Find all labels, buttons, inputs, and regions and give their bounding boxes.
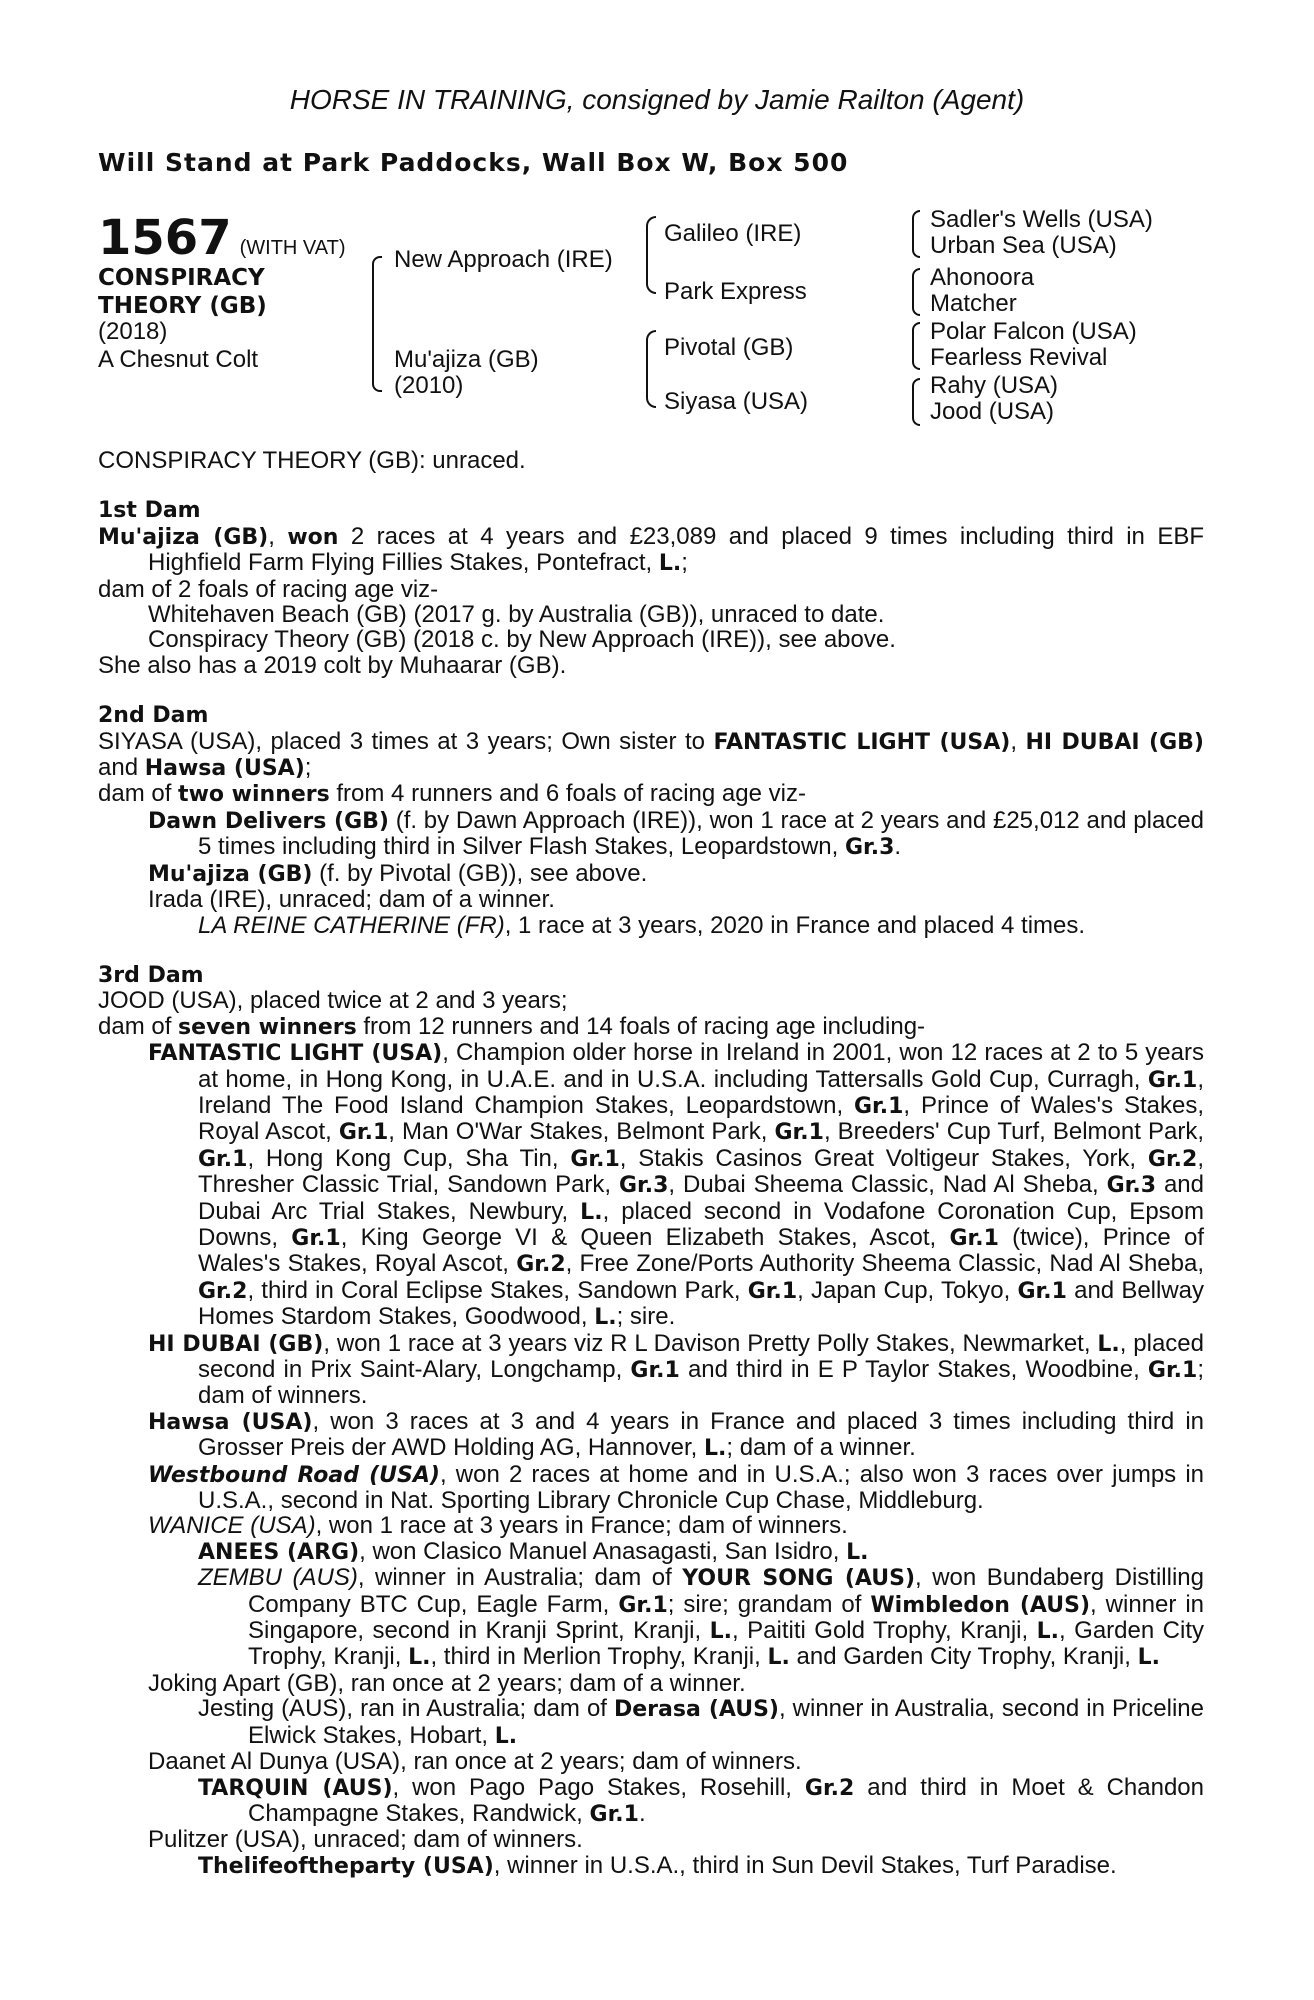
horse-name-bold: TARQUIN (AUS)	[198, 1775, 393, 1801]
text: , winner in Australia; dam of	[357, 1564, 683, 1592]
grade-label: Gr.2	[516, 1252, 566, 1278]
text: dam of	[98, 780, 179, 808]
winners-count: two winners	[178, 782, 330, 808]
punct: .	[638, 1799, 646, 1827]
text: , Man O'War Stakes, Belmont Park,	[388, 1118, 775, 1146]
text: Jesting (AUS), ran in Australia; dam of	[198, 1695, 614, 1723]
progeny-entry	[98, 1853, 1204, 1879]
text: , third in Coral Eclipse Stakes, Sandown Park,	[247, 1276, 748, 1304]
foal-entry: Conspiracy Theory (GB) (2018 c. by New Approach (IRE)), see above.	[148, 626, 896, 654]
progeny-entry	[98, 861, 1204, 887]
progeny-entry	[98, 808, 1204, 861]
pedigree-dam-sire: Pivotal (GB)	[664, 334, 794, 361]
listed-label: L.	[1137, 1645, 1160, 1671]
horse-name-bold: ANEES (ARG)	[198, 1539, 360, 1565]
pedigree-brace	[912, 378, 920, 426]
text: (f. by Dawn Approach (IRE)), won 1 race at 2 years and £25,012 and placed 5 times including third in Silver Flash Stakes, Leopardstown,	[198, 806, 1204, 861]
text: , Champion older horse in Ireland in 2001, won 12 races at 2 to 5 years at home, in Hong Kong, in U.A.E. and in U.S.A. including Tattersalls Gold Cup, Curragh,	[198, 1039, 1204, 1093]
section-first-dam: 1st Dam	[98, 498, 201, 524]
text: and	[98, 754, 145, 782]
text: ; sire; grandam of	[667, 1590, 871, 1618]
text: , Paititi Gold Trophy, Kranji,	[732, 1617, 1037, 1645]
text: , won Clasico Manuel Anasagasti, San Isidro,	[359, 1537, 847, 1565]
horse-name-bold: FANTASTIC LIGHT (USA)	[148, 1041, 443, 1067]
pedigree-ss-sire: Sadler's Wells (USA)	[930, 206, 1153, 233]
text: and third in E P Taylor Stakes, Woodbine,	[679, 1356, 1148, 1383]
pedigree-dam: Mu'ajiza (GB)	[394, 346, 539, 373]
horse-name-bold: HI DUBAI (GB)	[148, 1331, 324, 1357]
pedigree-dd-dam: Jood (USA)	[930, 398, 1055, 425]
grade-label: Gr.1	[338, 1120, 389, 1146]
text: , 1 race at 3 years, 2020 in France and placed 4 times.	[504, 911, 1086, 939]
text: , Stakis Casinos Great Voltigeur Stakes, York,	[619, 1144, 1148, 1172]
text: , won Pago Pago Stakes, Rosehill,	[392, 1773, 805, 1801]
text: , won 2 races at home and in U.S.A.; also won 3 races over jumps in U.S.A., second in Nat. Sporting Library Chronicle Cup Chase, Middleburg.	[198, 1460, 1204, 1515]
text: , Thresher Classic Trial, Sandown Park,	[198, 1144, 1205, 1199]
third-dam-foals	[98, 1014, 1204, 1040]
horse-name-italic: ZEMBU (AUS)	[198, 1564, 358, 1592]
first-dam-foals: dam of 2 foals of racing age viz-	[98, 575, 439, 603]
horse-name-bold: HI DUBAI (GB)	[1025, 729, 1204, 755]
grade-label: Gr.1	[949, 1225, 999, 1251]
text: , Free Zone/Ports Authority Sheema Classic, Nad Al Sheba,	[565, 1250, 1204, 1278]
horse-name-bold: Thelifeoftheparty (USA)	[198, 1853, 494, 1879]
listed-label: L.	[494, 1723, 518, 1749]
text: , Breeders' Cup Turf, Belmont Park,	[823, 1118, 1204, 1146]
text: , placed second in Prix Saint-Alary, Longchamp,	[198, 1329, 1204, 1383]
horse-year: (2018)	[98, 318, 168, 345]
lot-number-line	[98, 210, 346, 266]
text: and third in Moet & Chandon Champagne Stakes, Randwick,	[248, 1773, 1205, 1827]
progeny-entry	[98, 1331, 1204, 1409]
progeny-entry	[98, 1040, 1204, 1330]
horse-info	[98, 318, 258, 374]
foal-entry: Whitehaven Beach (GB) (2017 g. by Australia (GB)), unraced to date.	[148, 601, 885, 629]
second-dam-foals	[98, 781, 1204, 807]
listed-label: L.	[1097, 1331, 1120, 1357]
text: from 4 runners and 6 foals of racing age viz-	[329, 780, 806, 808]
section-third-dam: 3rd Dam	[98, 962, 204, 988]
horse-name-italic: WANICE (USA)	[148, 1512, 316, 1540]
text: , won 1 race at 3 years in France; dam of winners.	[315, 1512, 848, 1540]
progeny-entry	[98, 1775, 1204, 1828]
listed-label: L.	[580, 1199, 603, 1225]
pedigree-sire-dam: Park Express	[664, 278, 807, 305]
listed-label: L.	[408, 1645, 431, 1671]
grade-label: Gr.1	[198, 1146, 248, 1172]
listed-label: L.	[709, 1619, 733, 1645]
text: (f. by Pivotal (GB)), see above.	[312, 859, 648, 887]
text: and Bellway Homes Stardom Stakes, Goodwood,	[198, 1276, 1205, 1331]
pedigree-sd-sire: Ahonoora	[930, 264, 1035, 291]
text: , placed second in Vodafone Coronation Cup, Epsom Downs,	[198, 1197, 1205, 1251]
horse-name-bold: Hawsa (USA)	[144, 756, 305, 782]
horse-name-line2: THEORY (GB)	[98, 293, 267, 319]
text: ; sire.	[616, 1303, 676, 1331]
catalogue-body	[98, 448, 1204, 1879]
pedigree-ds-sire: Polar Falcon (USA)	[930, 318, 1137, 345]
first-dam-text: 2 races at 4 years and £23,089 and placed 9 times including third in EBF Highfield Farm Flying Fillies Stakes, Pontefract,	[148, 522, 1205, 577]
progeny-entry: Daanet Al Dunya (USA), ran once at 2 years; dam of winners.	[148, 1748, 802, 1776]
pedigree-brace	[912, 322, 920, 370]
listed-label: L.	[658, 551, 682, 577]
horse-name-italic: LA REINE CATHERINE (FR)	[198, 911, 505, 939]
won-label: won	[287, 524, 339, 550]
text: and Dubai Arc Trial Stakes, Newbury,	[198, 1171, 1204, 1225]
text: , won Bundaberg Distilling Company BTC Cup, Eagle Farm,	[248, 1564, 1205, 1618]
text: , Prince of Wales's Stakes, Royal Ascot,	[198, 1091, 1204, 1146]
progeny-entry	[98, 1462, 1204, 1514]
stand-location: Will Stand at Park Paddocks, Wall Box W, Box 500	[98, 148, 849, 177]
listed-label: L.	[846, 1539, 869, 1565]
lot-number: 1567	[98, 210, 232, 266]
pedigree-dd-sire: Rahy (USA)	[930, 372, 1059, 399]
progeny-entry	[98, 1409, 1204, 1462]
progeny-entry	[98, 1696, 1204, 1749]
grade-label: Gr.2	[1147, 1146, 1198, 1172]
text: , Dubai Sheema Classic, Nad Al Sheba,	[668, 1171, 1107, 1199]
progeny-entry	[98, 1513, 1204, 1538]
pedigree-dam-year: (2010)	[394, 372, 464, 399]
vat-note: (WITH VAT)	[239, 237, 346, 259]
listed-label: L.	[703, 1436, 727, 1462]
pedigree-brace	[912, 210, 920, 258]
text: , winner in U.S.A., third in Sun Devil Stakes, Turf Paradise.	[493, 1851, 1117, 1879]
grade-label: Gr.1	[618, 1592, 668, 1618]
grade-label: Gr.1	[1147, 1067, 1198, 1093]
progeny-entry: Joking Apart (GB), ran once at 2 years; dam of a winner.	[148, 1669, 746, 1697]
grade-label: Gr.1	[774, 1120, 824, 1146]
first-dam-entry: Mu'ajiza (GB), won 2 races at 4 years and £23,089 and placed 9 times including third in EBF Highfield Farm Flying Fillies Stakes, Pontefract, L.;	[98, 522, 1205, 577]
grade-label: Gr.3	[844, 835, 895, 861]
punct: .	[894, 833, 902, 861]
section-second-dam: 2nd Dam	[98, 703, 209, 729]
horse-name-bold: Derasa (AUS)	[613, 1697, 779, 1723]
horse-name-bold-italic: Westbound Road (USA)	[148, 1462, 440, 1488]
catalogue-header: HORSE IN TRAINING, consigned by Jamie Railton (Agent)	[289, 84, 1025, 115]
pedigree-dam-dam: Siyasa (USA)	[664, 388, 809, 415]
text: , Japan Cup, Tokyo,	[797, 1276, 1018, 1304]
punct: ;	[681, 549, 688, 577]
text: dam of	[98, 1012, 179, 1040]
progeny-entry	[98, 1539, 1204, 1565]
winners-count: seven winners	[178, 1014, 357, 1040]
grade-label: Gr.1	[853, 1093, 904, 1119]
text: , winner in Australia, second in Priceline Elwick Stakes, Hobart,	[248, 1695, 1204, 1749]
progeny-entry	[98, 1565, 1204, 1671]
first-dam-also: She also has a 2019 colt by Muhaarar (GB).	[98, 651, 567, 679]
progeny-entry: Irada (IRE), unraced; dam of a winner.	[148, 886, 555, 914]
text: (twice), Prince of Wales's Stakes, Royal Ascot,	[198, 1223, 1204, 1278]
listed-label: L.	[1036, 1619, 1060, 1645]
text: , Garden City Trophy, Kranji,	[248, 1617, 1204, 1671]
grade-label: Gr.1	[1017, 1278, 1067, 1304]
pedigree-brace	[372, 256, 382, 392]
third-dam-entry: JOOD (USA), placed twice at 2 and 3 years;	[98, 987, 568, 1015]
horse-name-bold: Wimbledon (AUS)	[870, 1592, 1091, 1618]
grade-label: Gr.1	[1147, 1358, 1198, 1383]
horse-name-bold: Hawsa (USA)	[148, 1409, 313, 1435]
grade-label: Gr.1	[589, 1801, 639, 1827]
grade-label: Gr.1	[291, 1225, 341, 1251]
text: ; dam of a winner.	[726, 1434, 916, 1462]
pedigree-brace	[646, 330, 656, 408]
text: ; dam of winners.	[198, 1356, 1204, 1410]
horse-name-bold: FANTASTIC LIGHT (USA)	[713, 729, 1011, 755]
unraced-note: CONSPIRACY THEORY (GB): unraced.	[98, 447, 526, 474]
horse-name-bold: Mu'ajiza (GB)	[148, 861, 313, 887]
text: , won 1 race at 3 years viz R L Davison Pretty Polly Stakes, Newmarket,	[323, 1329, 1098, 1357]
horse-description: A Chesnut Colt	[98, 346, 259, 373]
grade-label: Gr.3	[1106, 1173, 1157, 1199]
grade-label: Gr.1	[747, 1278, 798, 1304]
grade-label: Gr.1	[570, 1146, 620, 1172]
grade-label: Gr.3	[618, 1173, 669, 1199]
text: , won 3 races at 3 and 4 years in France and placed 3 times including third in Grosser Preis der AWD Holding AG, Hannover,	[198, 1407, 1204, 1462]
text: from 12 runners and 14 foals of racing age including-	[356, 1012, 926, 1040]
pedigree-ss-dam: Urban Sea (USA)	[930, 232, 1117, 259]
text: , third in Merlion Trophy, Kranji,	[430, 1643, 768, 1671]
pedigree-sire-sire: Galileo (IRE)	[664, 220, 802, 247]
text: , King George VI & Queen Elizabeth Stakes, Ascot,	[340, 1223, 950, 1251]
pedigree-brace	[912, 268, 920, 316]
progeny-entry	[98, 913, 1204, 938]
listed-label: L.	[767, 1645, 790, 1671]
listed-label: L.	[594, 1305, 617, 1331]
dam-name: Mu'ajiza (GB)	[98, 524, 269, 550]
horse-name-bold: Dawn Delivers (GB)	[148, 808, 389, 834]
text: and Garden City Trophy, Kranji,	[789, 1643, 1138, 1671]
horse-name-line1: CONSPIRACY	[98, 265, 265, 291]
punct: ,	[1010, 727, 1026, 755]
grade-label: Gr.2	[198, 1278, 248, 1304]
text: , winner in Singapore, second in Kranji Sprint, Kranji,	[248, 1590, 1205, 1645]
horse-name-bold: YOUR SONG (AUS)	[682, 1566, 916, 1592]
punct: ;	[304, 754, 312, 782]
grade-label: Gr.2	[804, 1775, 855, 1801]
text: , Ireland The Food Island Champion Stakes, Leopardstown,	[198, 1065, 1204, 1119]
pedigree-ds-dam: Fearless Revival	[930, 344, 1108, 371]
pedigree-sire: New Approach (IRE)	[394, 246, 613, 273]
progeny-entry: Pulitzer (USA), unraced; dam of winners.	[148, 1826, 583, 1854]
pedigree-sd-dam: Matcher	[930, 290, 1017, 317]
grade-label: Gr.1	[630, 1358, 680, 1383]
horse-name	[98, 264, 267, 320]
second-dam-entry	[98, 729, 1204, 782]
text: SIYASA (USA), placed 3 times at 3 years; Own sister to	[98, 727, 714, 755]
text: , Hong Kong Cup, Sha Tin,	[247, 1144, 571, 1172]
pedigree-brace	[646, 216, 656, 294]
